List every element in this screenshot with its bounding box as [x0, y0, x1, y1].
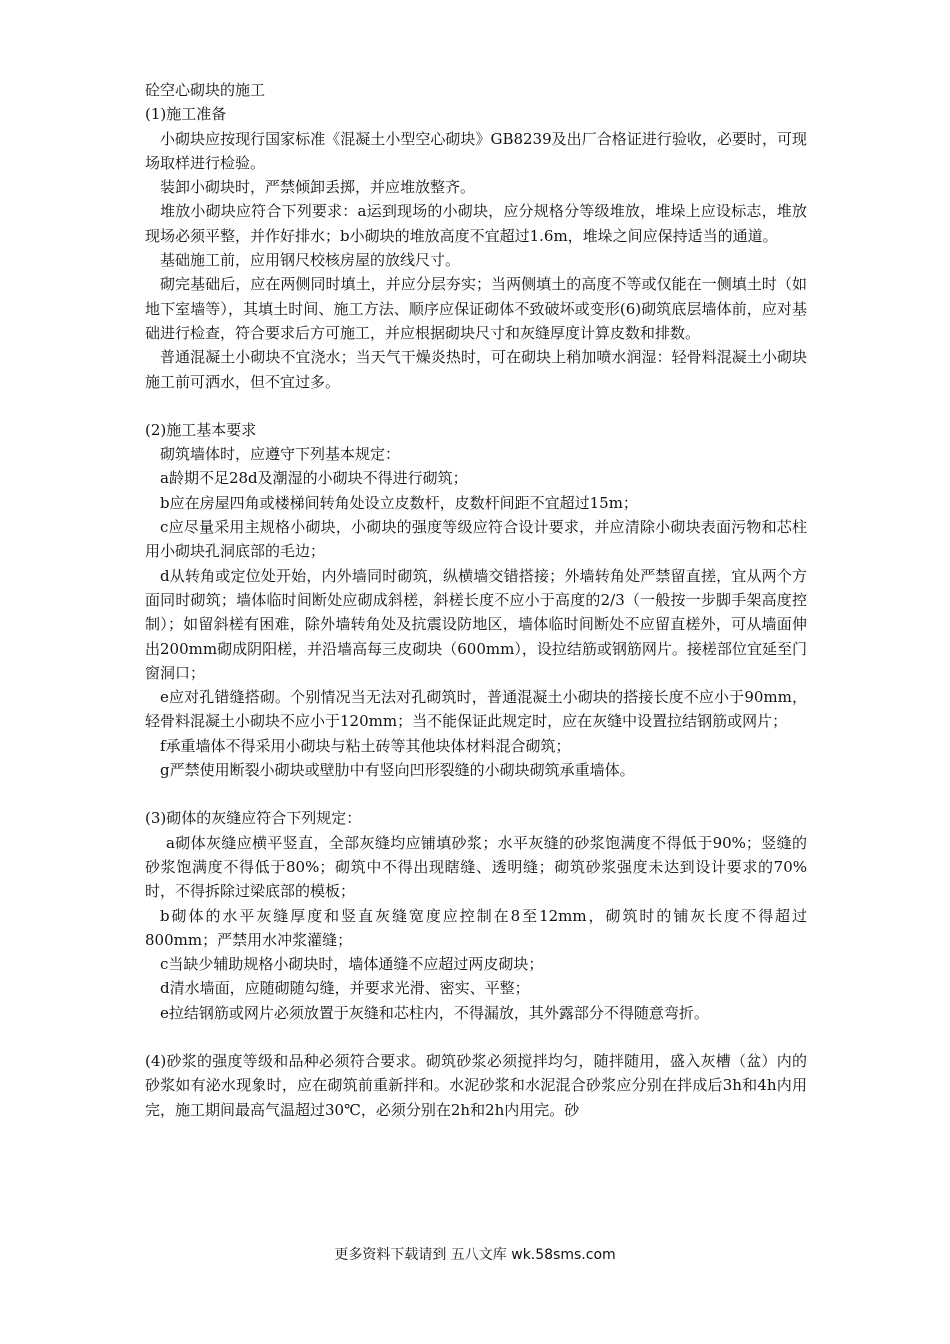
list-item: g严禁使用断裂小砌块或壁肋中有竖向凹形裂缝的小砌块砌筑承重墙体。 — [160, 761, 635, 780]
section-3-heading: (3)砌体的灰缝应符合下列规定： — [145, 809, 362, 828]
list-item: b应在房屋四角或楼梯间转角处设立皮数杆，皮数杆间距不宜超过15m； — [160, 493, 638, 512]
paragraph: 装卸小砌块时，严禁倾卸丢掷，并应堆放整齐。 — [160, 178, 476, 197]
list-item: d清水墙面，应随砌随勾缝，并要求光滑、密实、平整； — [160, 979, 530, 998]
section-2-heading: (2)施工基本要求 — [145, 420, 257, 439]
list-item: a砌体灰缝应横平竖直，全部灰缝均应铺填砂浆；水平灰缝的砂浆饱满度不得低于90%；竖缝的砂浆饱满度不得低于80%；砌筑中不得出现瞎缝、透明缝；砌筑砂浆强度未达到设计要求的70%时，不得拆除过梁底部的模板； — [145, 833, 807, 901]
paragraph: 小砌块应按现行国家标准《混凝土小型空心砌块》GB8239及出厂合格证进行验收，必要时，可现场取样进行检验。 — [145, 129, 807, 172]
list-item: c应尽量采用主规格小砌块，小砌块的强度等级应符合设计要求，并应清除小砌块表面污物和芯柱用小砌块孔洞底部的毛边； — [145, 518, 807, 561]
spacer — [145, 782, 807, 806]
list-item: e拉结钢筋或网片必须放置于灰缝和芯柱内，不得漏放，其外露部分不得随意弯折。 — [160, 1003, 709, 1022]
paragraph: 堆放小砌块应符合下列要求：a运到现场的小砌块，应分规格分等级堆放，堆垛上应设标志，堆放现场必须平整，并作好排水；b小砌块的堆放高度不宜超过1.6m，堆垛之间应保持适当的通道。 — [145, 202, 807, 245]
doc-title: 砼空心砌块的施工 — [145, 81, 266, 99]
document-body — [145, 78, 807, 1122]
paragraph: 普通混凝土小砌块不宜浇水；当天气干燥炎热时，可在砌块上稍加喷水润湿：轻骨料混凝土小砌块施工前可洒水，但不宜过多。 — [145, 348, 807, 391]
list-item: e应对孔错缝搭砌。个别情况当无法对孔砌筑时，普通混凝土小砌块的搭接长度不应小于90mm，轻骨料混凝土小砌块不应小于120mm；当不能保证此规定时，应在灰缝中设置拉结钢筋或网片； — [145, 688, 807, 731]
paragraph: 砌筑墙体时，应遵守下列基本规定： — [160, 445, 401, 464]
list-item: c当缺少辅助规格小砌块时，墙体通缝不应超过两皮砌块； — [160, 955, 544, 974]
paragraph: 砌完基础后，应在两侧同时填土，并应分层夯实；当两侧填土的高度不等或仅能在一侧填土时（如地下室墙等），其填土时间、施工方法、顺序应保证砌体不致破坏或变形(6)砌筑底层墙体前，应对基础进行检查，符合要求后方可施工，并应根据砌块尺寸和灰缝厚度计算皮数和排数。 — [145, 275, 807, 342]
section-4-paragraph: (4)砂浆的强度等级和品种必须符合要求。砌筑砂浆必须搅拌均匀，随拌随用，盛入灰槽（盆）内的砂浆如有泌水现象时，应在砌筑前重新拌和。水泥砂浆和水泥混合砂浆应分别在拌成后3h和4h内用完，施工期间最高气温超过30℃，必须分别在2h和2h内用完。砂 — [145, 1051, 807, 1119]
spacer — [145, 1025, 807, 1049]
list-item: b砌体的水平灰缝厚度和竖直灰缝宽度应控制在8至12mm，砌筑时的铺灰长度不得超过800mm；严禁用水冲浆灌缝； — [145, 906, 807, 949]
footer-link[interactable]: 更多资料下载请到 五八文库 wk.58sms.com — [334, 1247, 616, 1263]
spacer — [145, 394, 807, 418]
list-item: d从转角或定位处开始，内外墙同时砌筑，纵横墙交错搭接；外墙转角处严禁留直搓，宜从两个方面同时砌筑；墙体临时间断处应砌成斜槎，斜槎长度不应小于高度的2/3（一般按一步脚手架高度控制）；如留斜槎有困难，除外墙转角处及抗震设防地区，墙体临时间断处不应留直槎外，可从墙面伸出200mm砌成阴阳槎，并沿墙高每三皮砌块（600mm），设拉结筋或钢筋网片。接槎部位宜延至门窗洞口； — [145, 566, 807, 682]
paragraph: 基础施工前，应用钢尺校核房屋的放线尺寸。 — [160, 251, 461, 270]
section-1-heading: (1)施工准备 — [145, 105, 227, 124]
list-item: a龄期不足28d及潮湿的小砌块不得进行砌筑； — [160, 469, 468, 488]
list-item: f承重墙体不得采用小砌块与粘土砖等其他块体材料混合砌筑； — [160, 736, 571, 755]
